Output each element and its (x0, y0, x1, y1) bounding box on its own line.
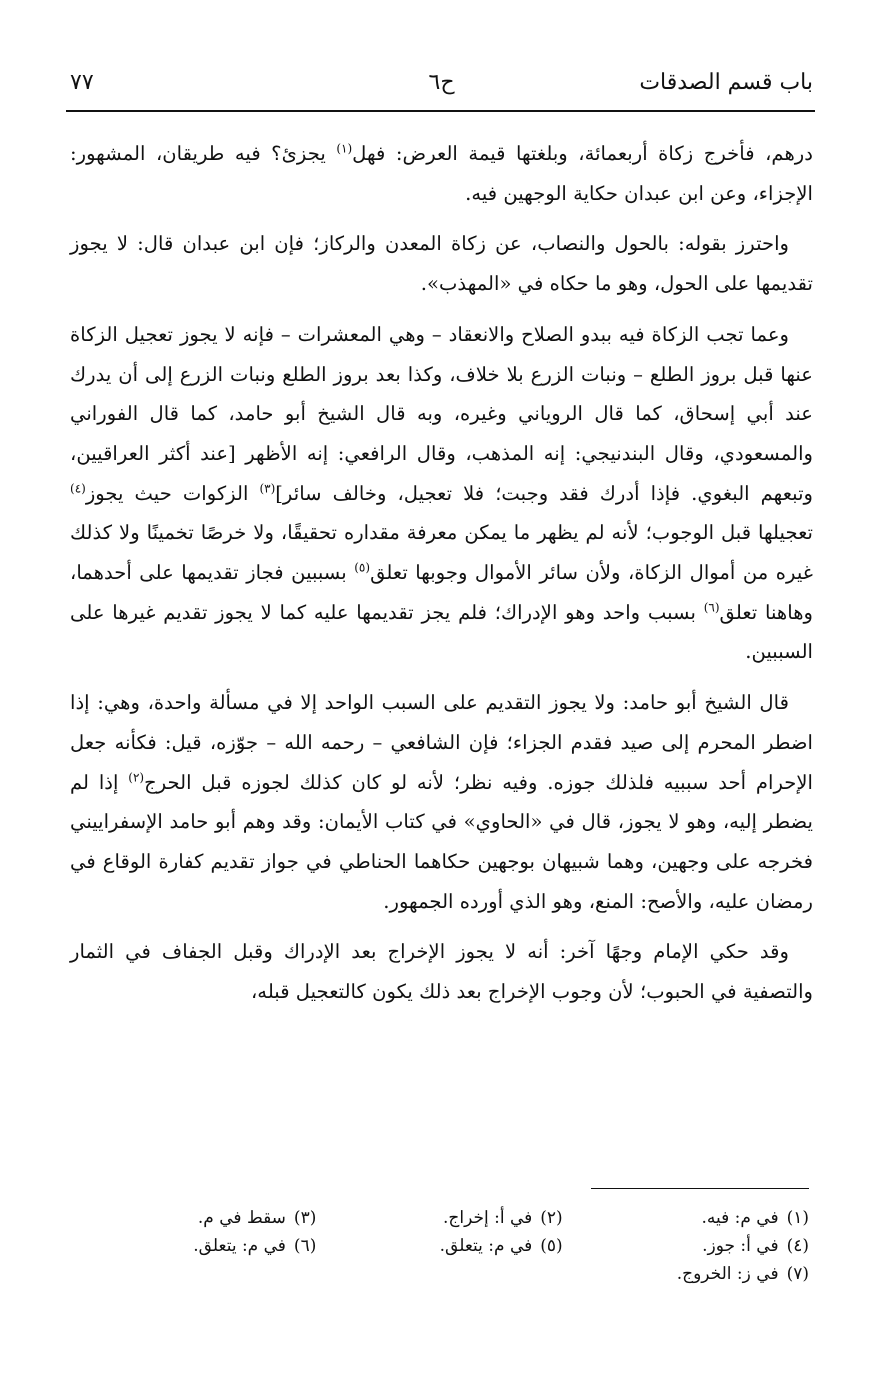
footnote-text: سقط في م. (197, 1208, 286, 1228)
text-segment: درهم، فأخرج زكاة أربعمائة، وبلغتها قيمة العرض: فهل (352, 142, 813, 165)
footnote-separator (591, 1188, 809, 1189)
text-segment: قال الشيخ أبو حامد: ولا يجوز التقديم على السبب الواحد إلا في مسألة واحدة، وهي: إذا اضطر المحرم إلى صيد فقدم الجزاء؛ فإن الشافعي – رحمه الله – جوّزه، قيل: فكأنه جعل الإحرام أحد سببيه فلذلك جوزه. وفيه نظر؛ لأنه لو كان كذلك لجوزه قبل الحرج (70, 691, 813, 794)
page-header (70, 66, 813, 106)
footnote-text: في م: يتعلق. (439, 1236, 533, 1256)
footnote-text: في م: يتعلق. (193, 1236, 286, 1256)
paragraph (70, 932, 813, 1011)
footnote-reference: (٣) (259, 481, 276, 496)
footnote-mark: (٣) (293, 1208, 317, 1228)
footnote (70, 1204, 316, 1232)
footnote-reference: (٦) (703, 600, 720, 615)
text-segment: وقد حكي الإمام وجهًا آخر: أنه لا يجوز الإخراج بعد الإدراك وقبل الجفاف في الثمار والتصفية في الحبوب؛ لأن وجوب الإخراج بعد ذلك يكون كالتعجيل قبله، (70, 940, 813, 1004)
footnote-mark: (٧) (786, 1264, 809, 1284)
footnote-mark: (٦) (293, 1236, 317, 1256)
footnote-text: في أ: إخراج. (442, 1208, 533, 1228)
footnote (316, 1232, 562, 1260)
footnote-mark: (٥) (540, 1236, 563, 1256)
footnote (316, 1204, 562, 1232)
footnote-row (70, 1260, 809, 1288)
footnote-mark: (١) (786, 1208, 809, 1228)
text-segment: إذا لم يضطر إليه، وهو لا يجوز، قال في «الحاوي» في كتاب الأيمان: وقد وهم أبو حامد الإسفراييني فخرجه على وجهين، وهما شبيهان بوجهين حكاهما الحناطي في جواز تقديم كفارة الوقاع في رمضان عليه، والأصح: المنع، وهو الذي أورده الجمهور. (70, 770, 813, 913)
paragraph (70, 315, 813, 672)
main-text (70, 134, 813, 1023)
text-segment: واحترز بقوله: بالحول والنصاب، عن زكاة المعدن والركاز؛ فإن ابن عبدان قال: لا يجوز تقديمها على الحول، وهو ما حكاه في «المهذب». (70, 232, 813, 296)
footnote (563, 1204, 809, 1232)
footnote-mark: (٢) (540, 1208, 563, 1228)
text-segment: بسببين فجاز تقديمها على أحدهما، وهاهنا تعلق (70, 561, 813, 624)
footnote-text: في أ: جوز. (702, 1236, 779, 1256)
footnote-row (70, 1204, 809, 1232)
text-segment: تعجيلها قبل الوجوب؛ لأنه لم يظهر ما يمكن معرفة مقداره تحقيقًا، ولا خرصًا تخمينًا ولا كذلك غيره من أموال الزكاة، ولأن سائر الأموال وجوبها تعلق (70, 521, 813, 585)
footnote (70, 1232, 316, 1260)
text-segment: وعما تجب الزكاة فيه ببدو الصلاح والانعقاد – وهي المعشرات – فإنه لا يجوز تعجيل الزكاة عنها قبل بروز الطلع – ونبات الزرع بلا خلاف، وكذا بعد بروز الطلع ونبات الزرع إلى أن يدرك عند أبي إسحاق، كما قال الروياني وغيره، وبه قال الشيخ أبو حامد، كما قال الفوراني والمسعودي، وقال البندنيجي: إنه المذهب، وقال الرافعي: إنه الأظهر [عند أكثر العراقيين، وتبعهم البغوي. فإذا أدرك فقد وجبت؛ فلا تعجيل، وخالف سائر] (70, 322, 813, 505)
paragraph (70, 224, 813, 303)
footnote-reference: (١) (336, 141, 353, 156)
footnote-text: في م: فيه. (701, 1208, 779, 1228)
footnote-reference: (٤) (70, 481, 86, 496)
footnote-row (70, 1232, 809, 1260)
running-title: باب قسم الصدقات (639, 70, 813, 95)
text-segment: بسبب واحد وهو الإدراك؛ فلم يجز تقديمها عليه كما لا يجوز تقديم غيرها على السببين. (70, 600, 813, 664)
footnote (563, 1232, 809, 1260)
paragraph (70, 683, 813, 921)
paragraph (70, 134, 813, 213)
footnote-reference: (٢) (128, 770, 145, 785)
footnote-text: في ز: الخروج. (676, 1264, 779, 1284)
volume-label: ح٦ (428, 70, 455, 95)
text-segment: يجزئ؟ فيه طريقان، المشهور: الإجزاء، وعن ابن عبدان حكاية الوجهين فيه. (70, 142, 813, 205)
text-segment: الزكوات حيث يجوز (85, 481, 260, 505)
page-number: ٧٧ (70, 70, 94, 95)
footnotes (70, 1204, 809, 1288)
footnote-reference: (٥) (354, 560, 371, 575)
footnote (558, 1260, 809, 1288)
header-rule (66, 110, 815, 112)
footnote-mark: (٤) (786, 1236, 809, 1256)
